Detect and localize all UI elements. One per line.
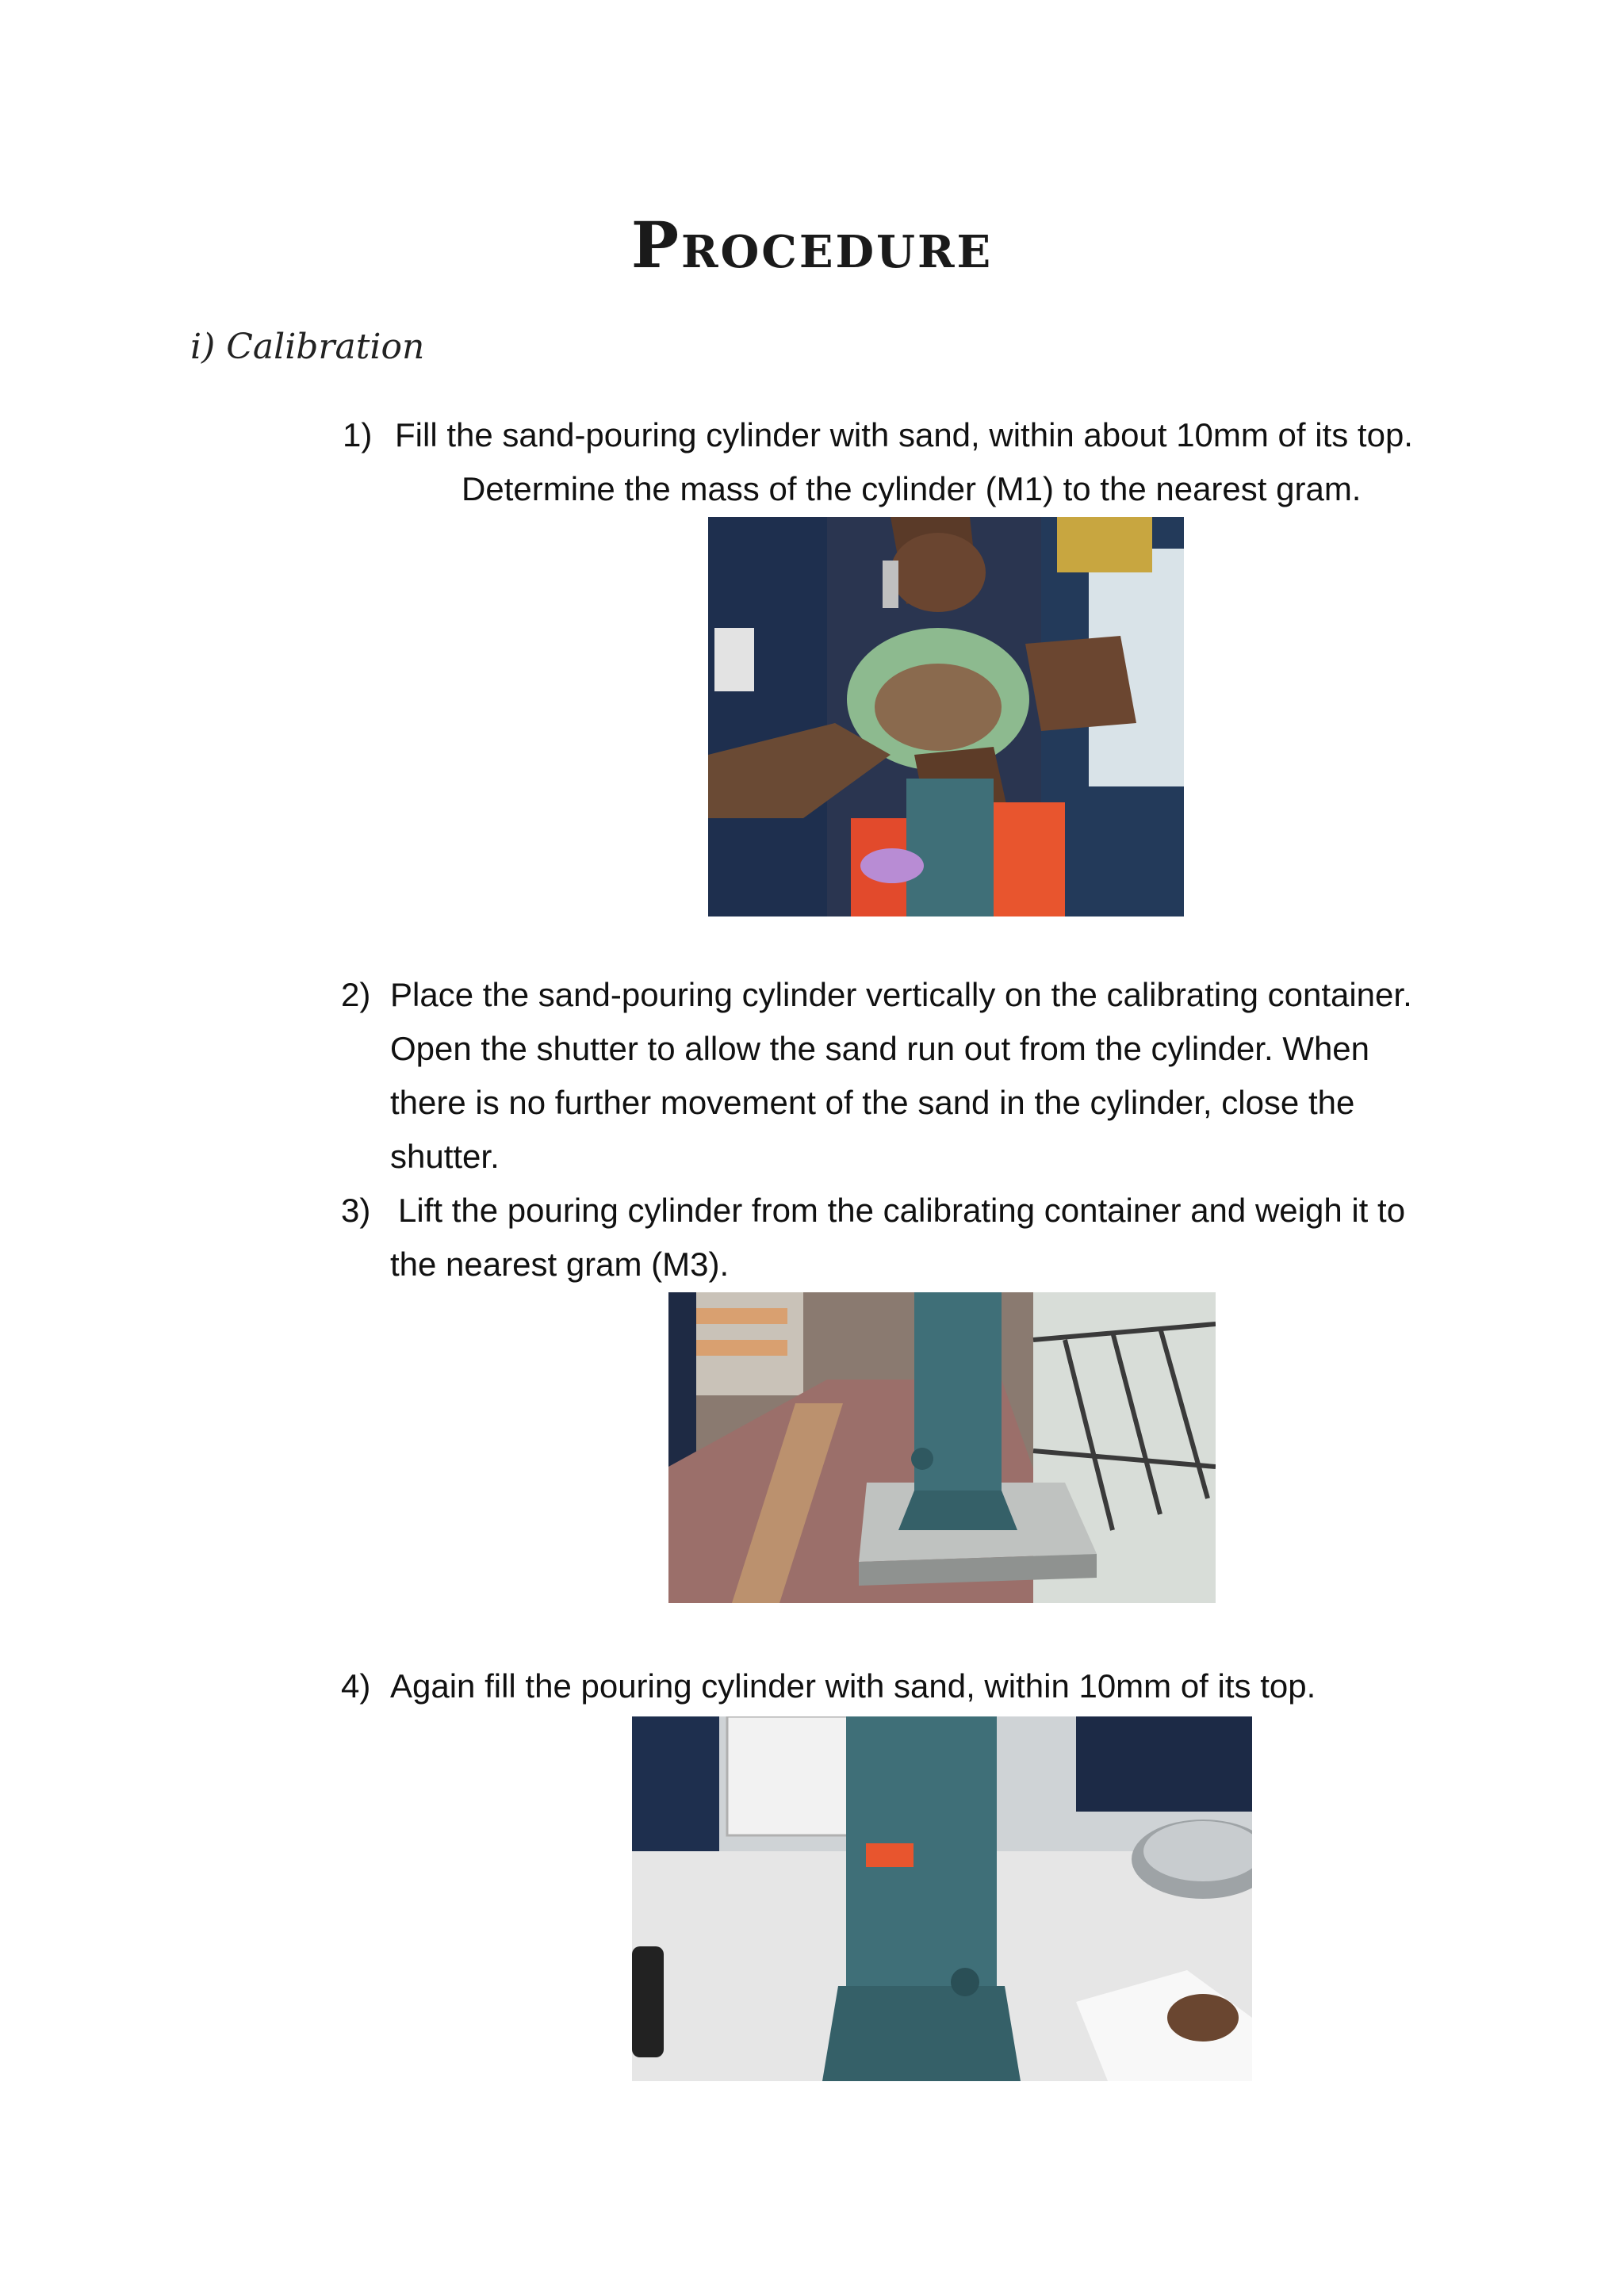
step-text-line: Open the shutter to allow the sand run out from the cylinder. When — [390, 1030, 1370, 1067]
step-text-line: Determine the mass of the cylinder (M1) to the nearest gram. — [462, 470, 1362, 507]
section-heading: i) Calibration — [190, 327, 425, 367]
step-number: 4) — [341, 1667, 371, 1705]
step-number: 2) — [341, 976, 371, 1013]
page-title: Procedure — [630, 208, 994, 282]
step-text-line: Again fill the pouring cylinder with sand, within 10mm of its top. — [390, 1667, 1316, 1705]
step-text-line: the nearest gram (M3). — [390, 1246, 730, 1283]
step-number: 1) — [343, 416, 373, 453]
step-text-line: shutter. — [390, 1138, 500, 1175]
photo-hands-filling-cylinder — [708, 517, 1184, 916]
step-text-line: there is no further movement of the sand in the cylinder, close the — [390, 1084, 1355, 1121]
step-text-line: Lift the pouring cylinder from the calibrating container and weigh it to — [398, 1192, 1406, 1229]
photo-cylinder-on-container — [668, 1292, 1216, 1603]
step-text-line: Place the sand-pouring cylinder vertically on the calibrating container. — [390, 976, 1412, 1013]
step-number: 3) — [341, 1192, 371, 1229]
step-text-line: Fill the sand-pouring cylinder with sand, within about 10mm of its top. — [395, 416, 1413, 453]
photo-cylinder-on-table — [632, 1716, 1252, 2081]
